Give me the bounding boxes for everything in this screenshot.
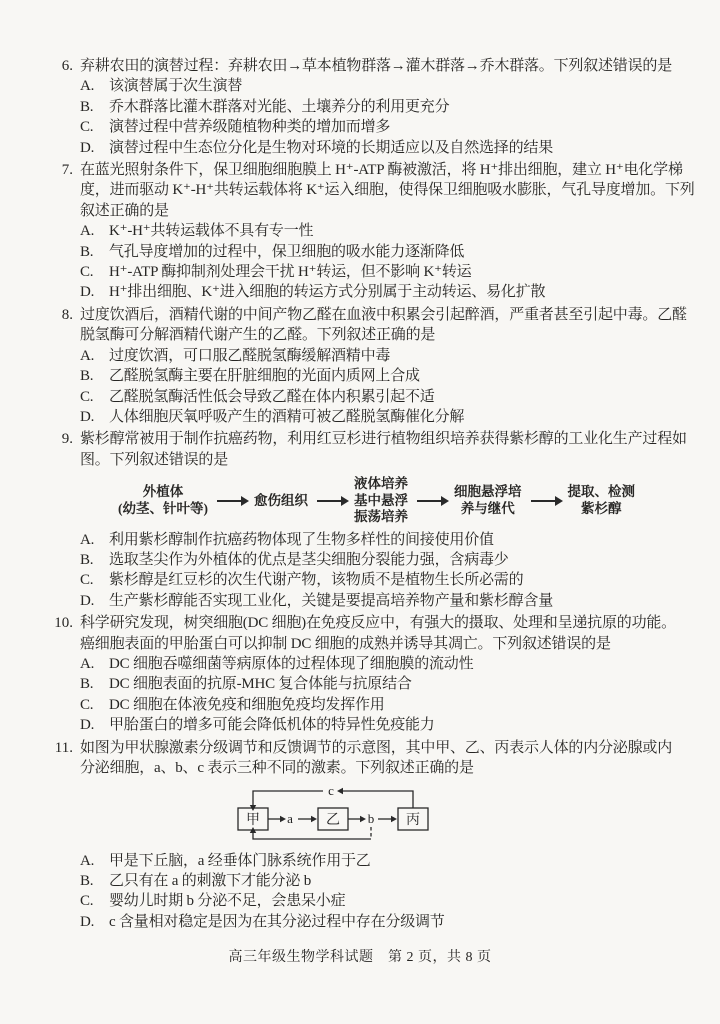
option-label: D. xyxy=(80,913,95,930)
stem-line: 叙述正确的是 xyxy=(80,202,169,219)
option-d xyxy=(80,282,694,302)
option-c xyxy=(80,570,694,590)
stem-line: 过度饮酒后，酒精代谢的中间产物乙醛在血液中积累会引起醉酒，严重者甚至引起中毒。乙醛 xyxy=(80,306,687,323)
option-text: 演替过程中生态位分化是生物对环境的长期适应以及自然选择的结果 xyxy=(109,139,554,156)
question-7 xyxy=(46,160,694,303)
option-d xyxy=(80,591,694,611)
option-d xyxy=(80,138,694,158)
option-text: 乙醛脱氢酶活性低会导致乙醛在体内积累引起不适 xyxy=(109,388,435,405)
option-a xyxy=(80,76,694,96)
option-text: 乙只有在 a 的刺激下才能分泌 b xyxy=(109,872,312,889)
option-label: C. xyxy=(80,119,94,136)
question-10 xyxy=(46,613,694,735)
question-number: 6. xyxy=(61,58,73,74)
stem-line: 如图为甲状腺激素分级调节和反馈调节的示意图，其中甲、乙、丙表示人体的内分泌腺或内 xyxy=(80,739,673,756)
stem-line: 紫杉醇常被用于制作抗癌药物，利用红豆杉进行植物组织培养获得紫杉醇的工业化生产过程如 xyxy=(80,431,687,448)
option-text: c 含量相对稳定是因为在其分泌过程中存在分级调节 xyxy=(109,913,445,930)
option-c xyxy=(80,262,694,282)
question-6 xyxy=(46,56,694,158)
option-label: A. xyxy=(80,223,95,240)
option-label: B. xyxy=(80,368,94,385)
option-text: DC 细胞表面的抗原-MHC 复合体能与抗原结合 xyxy=(109,676,412,693)
flow-stage-extract-taxol: 提取、检测 紫杉醇 xyxy=(567,484,635,516)
question-number: 7. xyxy=(61,162,73,179)
option-a xyxy=(80,346,694,366)
arrowheads xyxy=(250,787,397,832)
option-b xyxy=(80,871,694,891)
option-label: B. xyxy=(80,98,94,115)
option-b xyxy=(80,674,694,694)
gland-bing-label: 丙 xyxy=(406,812,420,828)
option-c xyxy=(80,695,694,715)
option-c xyxy=(80,387,694,407)
option-label: D. xyxy=(80,717,95,734)
option-text: 利用紫杉醇制作抗癌药物体现了生物多样性的间接使用价值 xyxy=(109,531,494,548)
flow-stage-suspension-subculture: 细胞悬浮培 养与继代 xyxy=(454,484,522,516)
option-text: K⁺-H⁺共转运载体不具有专一性 xyxy=(109,223,314,240)
option-text: 该演替属于次生演替 xyxy=(109,78,243,95)
question-number: 9. xyxy=(61,431,73,448)
option-a xyxy=(80,530,694,550)
option-d xyxy=(80,912,694,932)
q11-hormone-feedback-diagram xyxy=(230,783,694,847)
option-text: 婴幼儿时期 b 分泌不足，会患呆小症 xyxy=(109,893,346,910)
stem-line: 癌细胞表面的甲胎蛋白可以抑制 DC 细胞的成熟并诱导其凋亡。下列叙述错误的是 xyxy=(80,635,611,652)
stem-line: 在蓝光照射条件下，保卫细胞细胞膜上 H⁺-ATP 酶被激活，将 H⁺排出细胞，建立 H⁺电化学梯 xyxy=(80,162,683,179)
question-9 xyxy=(46,429,694,611)
option-text: 生产紫杉醇能否实现工业化，关键是要提高培养物产量和紫杉醇含量 xyxy=(109,592,554,609)
stem-line: 分泌细胞，a、b、c 表示三种不同的激素。下列叙述正确的是 xyxy=(80,760,474,777)
question-11 xyxy=(46,738,694,932)
stem-line: 脱氢酶可分解酒精代谢产生的乙醛。下列叙述正确的是 xyxy=(80,327,436,344)
right-arrow-icon xyxy=(531,500,555,502)
option-c xyxy=(80,891,694,911)
hormone-a-label: a xyxy=(287,810,293,826)
option-a xyxy=(80,221,694,241)
option-b xyxy=(80,97,694,117)
gland-jia-label: 甲 xyxy=(246,812,260,828)
option-text: 人体细胞厌氧呼吸产生的酒精可被乙醛脱氢酶催化分解 xyxy=(109,408,465,425)
stem-line: 度，进而驱动 K⁺-H⁺共转运载体将 K⁺运入细胞，使得保卫细胞吸水膨胀，气孔导度增加。下列 xyxy=(80,182,695,199)
option-label: A. xyxy=(80,78,95,95)
option-c xyxy=(80,117,694,137)
option-label: C. xyxy=(80,264,94,281)
option-text: 演替过程中营养级随植物种类的增加而增多 xyxy=(109,119,391,136)
option-text: 乙醛脱氢酶主要在肝脏细胞的光面内质网上合成 xyxy=(109,368,420,385)
page-footer: 高三年级生物学科试题 第 2 页，共 8 页 xyxy=(228,950,492,965)
option-text: H⁺-ATP 酶抑制剂处理会干扰 H⁺转运，但不影响 K⁺转运 xyxy=(109,264,472,281)
option-b xyxy=(80,550,694,570)
option-b xyxy=(80,366,694,386)
option-text: 气孔导度增加的过程中，保卫细胞的吸水能力逐渐降低 xyxy=(109,243,465,260)
stem-line: 弃耕农田的演替过程：弃耕农田→草本植物群落→灌木群落→乔木群落。下列叙述错误的是 xyxy=(80,58,673,74)
right-arrow-icon xyxy=(417,500,441,502)
option-text: 乔木群落比灌木群落对光能、土壤养分的利用更充分 xyxy=(109,98,450,115)
option-label: D. xyxy=(80,139,95,156)
option-text: 选取茎尖作为外植体的优点是茎尖细胞分裂能力强，含病毒少 xyxy=(109,552,509,569)
option-label: C. xyxy=(80,696,94,713)
option-text: 紫杉醇是红豆杉的次生代谢产物，该物质不是植物生长所必需的 xyxy=(109,572,524,589)
option-a xyxy=(80,851,694,871)
q11-feedback-diagram-svg xyxy=(230,783,440,847)
option-text: H⁺排出细胞、K⁺进入细胞的转运方式分别属于主动转运、易化扩散 xyxy=(109,284,546,301)
question-number: 8. xyxy=(61,306,73,323)
right-arrow-icon xyxy=(317,500,341,502)
hormone-b-label: b xyxy=(367,810,375,826)
option-b xyxy=(80,242,694,262)
exam-content xyxy=(46,56,694,934)
question-8 xyxy=(46,305,694,427)
option-a xyxy=(80,654,694,674)
option-label: A. xyxy=(80,852,95,869)
option-label: C. xyxy=(80,893,94,910)
question-number: 11. xyxy=(54,739,73,756)
right-arrow-icon xyxy=(217,500,241,502)
option-label: C. xyxy=(80,388,94,405)
option-label: A. xyxy=(80,531,95,548)
question-number: 10. xyxy=(54,615,73,632)
flow-stage-explant: 外植体 (幼茎、针叶等) xyxy=(118,484,208,516)
option-label: B. xyxy=(80,243,94,260)
q9-tissue-culture-flow-diagram xyxy=(118,476,694,526)
flow-stage-callus: 愈伤组织 xyxy=(254,492,308,508)
stem-line: 图。下列叙述错误的是 xyxy=(80,451,229,468)
flow-stage-liquid-culture: 液体培养 基中悬浮 振荡培养 xyxy=(354,476,408,525)
hormone-c-label: c xyxy=(328,782,334,798)
gland-yi-label: 乙 xyxy=(326,812,340,828)
option-text: DC 细胞吞噬细菌等病原体的过程体现了细胞膜的流动性 xyxy=(109,656,474,673)
option-label: D. xyxy=(80,284,95,301)
option-label: D. xyxy=(80,592,95,609)
stem-line: 科学研究发现，树突细胞(DC 细胞)在免疫反应中，有强大的摄取、处理和呈递抗原的功能。 xyxy=(80,615,676,632)
option-text: 过度饮酒，可口服乙醛脱氢酶缓解酒精中毒 xyxy=(109,347,391,364)
option-label: D. xyxy=(80,408,95,425)
option-label: A. xyxy=(80,656,95,673)
option-d xyxy=(80,407,694,427)
option-d xyxy=(80,715,694,735)
option-label: C. xyxy=(80,572,94,589)
option-label: B. xyxy=(80,872,94,889)
option-label: A. xyxy=(80,347,95,364)
option-text: DC 细胞在体液免疫和细胞免疫均发挥作用 xyxy=(109,696,385,713)
option-text: 甲是下丘脑，a 经垂体门脉系统作用于乙 xyxy=(109,852,371,869)
option-text: 甲胎蛋白的增多可能会降低机体的特异性免疫能力 xyxy=(109,717,435,734)
option-label: B. xyxy=(80,552,94,569)
option-label: B. xyxy=(80,676,94,693)
